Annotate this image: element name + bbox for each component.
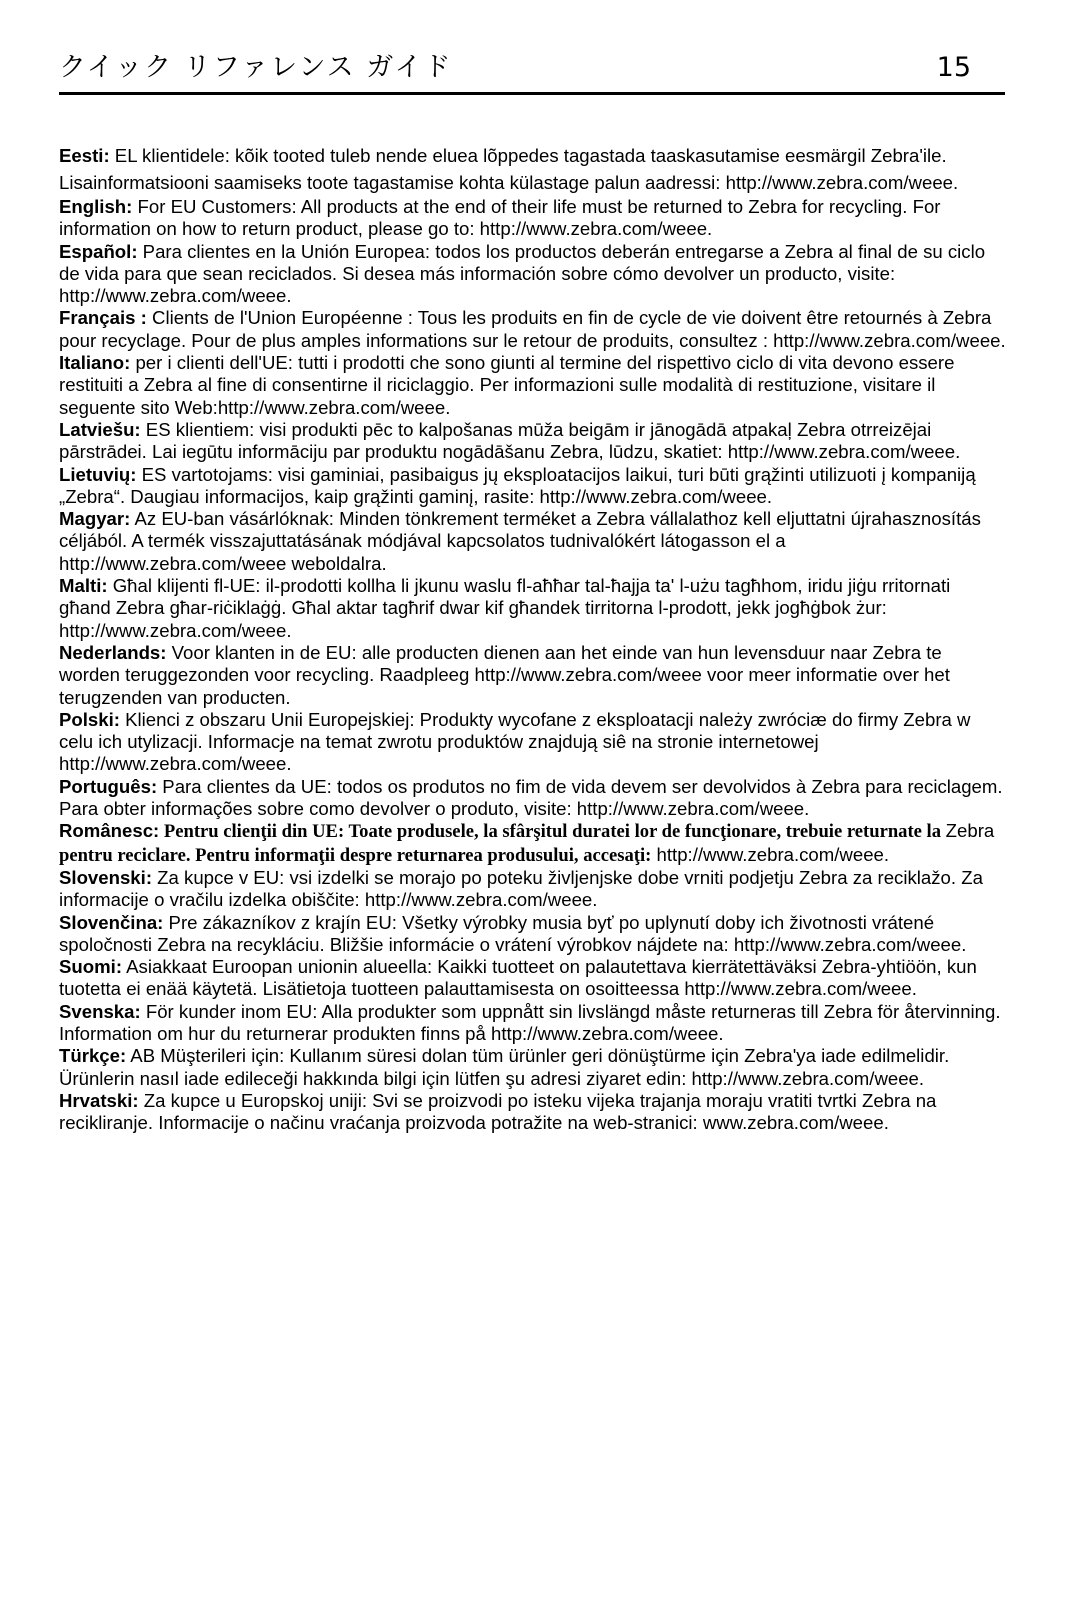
notice-label: English: bbox=[59, 196, 133, 217]
notice-text: For EU Customers: All products at the end of their life must be returned to Zebra for recycling. For information on how to return product, please go to: http://www.zebra.com/weee. bbox=[59, 196, 941, 240]
notice-english bbox=[59, 196, 1007, 241]
notice-text: Para clientes da UE: todos os produtos no fim de vida devem ser devolvidos à Zebra para reciclagem. Para obter informações sobre como devolver o produto, visite: http://www.zebra.com/weee. bbox=[59, 775, 1003, 820]
notice-label: Português: bbox=[59, 775, 158, 797]
page-header bbox=[59, 48, 1005, 95]
notice-text-serif: : Toate produsele, la sfârşitul duratei lor de funcţionare, trebuie returnate la bbox=[337, 821, 946, 843]
notice-text: Az EU-ban vásárlóknak: Minden tönkrement terméket a Zebra vállalathoz kell eljuttatni újrahasznosítás céljából. A termék visszajuttatásának módjával kapcsolatos tudnivalókért látogasson el a http://www.zebra.com/weee weboldalra. bbox=[59, 508, 981, 574]
notice-text: AB Müşterileri için: Kullanım süresi dolan tüm ürünler geri dönüştürme için Zebra'ya iade edilmelidir. Ürünlerin nasıl iade edileceği hakkında bilgi için lütfen şu adresi ziyaret edin: http://www.zebra.com/weee. bbox=[59, 1045, 950, 1089]
notice-italian bbox=[59, 352, 1007, 419]
notice-dutch bbox=[59, 642, 1007, 709]
notice-turkish bbox=[59, 1045, 1007, 1090]
notice-text: Klienci z obszaru Unii Europejskiej: Produkty wycofane z eksploatacji należy zwróciæ do firmy Zebra w celu ich utylizacji. Informacje na temat zwrotu produktów znajdują siê na stronie internetowej http://www.zebra.com/weee. bbox=[59, 708, 971, 775]
notice-text: ES vartotojams: visi gaminiai, pasibaigus jų eksploatacijos laikui, turi būti grąžinti utilizuoti į kompaniją „Zebra“. Daugiau informacijos, kaip grąžinti gaminį, rasite: http://www.zebra.com/weee. bbox=[59, 463, 976, 507]
notice-label: Hrvatski: bbox=[59, 1089, 139, 1111]
notice-text: ES klientiem: visi produkti pēc to kalpošanas mūža beigām ir jānogādā atpakaļ Zebra otrreizējai pārstrādei. Lai iegūtu informāciju par produktu nogādāšanu Zebra, lūdzu, skatiet: http://www.zebra.com/weee. bbox=[59, 418, 961, 463]
notice-text: Asiakkaat Euroopan unionin alueella: Kaikki tuotteet on palautettava kierrätettäväksi Zebra-yhtiöön, kun tuotetta ei enää käytetä. Lisätietoja tuotteen palauttamisesta on osoitteessa http://www.zebra.com/weee. bbox=[59, 956, 977, 1000]
notice-label: Türkçe: bbox=[59, 1045, 127, 1067]
notice-label: Italiano: bbox=[59, 352, 131, 374]
notice-slovak bbox=[59, 912, 1007, 957]
notice-text: Zebra bbox=[945, 820, 995, 842]
notice-text: Za kupce u Europskoj uniji: Svi se proizvodi po isteku vijeka trajanja moraju vratiti tvrtki Zebra na recikliranje. Informacije o načinu vraćanja proizvoda potražite na web-stranici: www.zebra.com/weee. bbox=[59, 1089, 937, 1134]
notice-lithuanian bbox=[59, 464, 1007, 509]
notice-hungarian bbox=[59, 508, 1007, 575]
notice-text: per i clienti dell'UE: tutti i prodotti che sono giunti al termine del rispettivo ciclo di vita devono essere restituiti a Zebra al fine di consentirne il riciclaggio. Per informazioni sulle modalità di restituzione, visitare il seguente sito Web:http://www.zebra.com/weee. bbox=[59, 352, 955, 418]
notice-portuguese bbox=[59, 776, 1007, 821]
notice-estonian bbox=[59, 143, 1007, 196]
notice-label: Malti: bbox=[59, 575, 108, 597]
notice-label: Español: bbox=[59, 240, 138, 262]
notice-label: Français : bbox=[59, 307, 147, 329]
notice-finnish bbox=[59, 956, 1007, 1001]
notice-text: För kunder inom EU: Alla produkter som uppnått sin livslängd måste returneras till Zebra för återvinning. Information om hur du returnerar produkten finns på http://www.zebra.com/weee. bbox=[59, 1000, 1001, 1044]
notice-text: Għal klijenti fl-UE: il-prodotti kollha li jkunu waslu fl-aħħar tal-ħajja ta' l-użu tagħhom, iridu jiġu rritornati għand Zebra għar-riċiklaġġ. Għal aktar tagħrif dwar kif għandek tirritorna l-prodott, jekk jogħġbok żur: http://www.zebra.com/weee. bbox=[59, 575, 951, 641]
notice-romanian bbox=[59, 820, 1007, 867]
notice-text-serif: . Pentru informaţii despre returnarea produsului, accesaţi: bbox=[185, 844, 652, 866]
notice-label: Românesc: bbox=[59, 820, 160, 842]
notice-text: EL klientidele: kõik tooted tuleb nende eluea lõppedes tagastada taaskasutamise eesmärgil Zebra'ile. Lisainformatsiooni saamiseks toote tagastamise kohta külastage palun aadressi: http://www.zebra.com/weee. bbox=[59, 145, 959, 193]
notice-text: Para clientes en la Unión Europea: todos los productos deberán entregarse a Zebra al final de su ciclo de vida para que sean reciclados. Si desea más información sobre cómo devolver un producto, visite: http://www.zebra.com/weee. bbox=[59, 240, 986, 307]
notice-text: Pre zákazníkov z krajín EU: Všetky výrobky musia byť po uplynutí doby ich životnosti vrátené spoločnosti Zebra na recykláciu. Bližšie informácie o vrátení výrobkov nájdete na: http://www.zebra.com/weee. bbox=[59, 911, 967, 955]
page-number: 15 bbox=[936, 52, 971, 83]
notice-label: Eesti: bbox=[59, 145, 110, 166]
notice-label: Svenska: bbox=[59, 1000, 141, 1022]
notice-label: Suomi: bbox=[59, 956, 123, 978]
notice-text: Za kupce v EU: vsi izdelki se morajo po poteku življenjske dobe vrniti podjetju Zebra za reciklažo. Za informacije o vračilu izdelka obiščite: http://www.zebra.com/weee. bbox=[59, 866, 983, 911]
notice-label: Magyar: bbox=[59, 508, 131, 530]
notice-text-serif: Pentru clienţii din UE bbox=[159, 821, 338, 843]
notice-label: Polski: bbox=[59, 708, 120, 730]
notice-label: Latviešu: bbox=[59, 418, 141, 440]
page-title: クイック リファレンス ガイド bbox=[59, 52, 453, 83]
notice-text: Voor klanten in de EU: alle producten dienen aan het einde van hun levensduur naar Zebra te worden teruggezonden voor recycling. Raadpleeg http://www.zebra.com/weee voor meer informatie over het terugzenden van producten. bbox=[59, 641, 950, 708]
notice-label: Slovenčina: bbox=[59, 911, 164, 933]
weee-notice-list bbox=[59, 143, 1007, 1134]
notice-polish bbox=[59, 709, 1007, 776]
notice-maltese bbox=[59, 575, 1007, 642]
notice-latvian bbox=[59, 419, 1007, 464]
notice-label: Lietuvių: bbox=[59, 463, 137, 485]
notice-swedish bbox=[59, 1001, 1007, 1046]
notice-croatian bbox=[59, 1090, 1007, 1135]
notice-text-serif: pentru reciclare bbox=[59, 844, 186, 866]
notice-text: Clients de l'Union Européenne : Tous les produits en fin de cycle de vie doivent être retournés à Zebra pour recyclage. Pour de plus amples informations sur le retour de produits, consultez : http://www.zebra.com/weee. bbox=[59, 307, 1006, 351]
notice-text: http://www.zebra.com/weee. bbox=[651, 843, 890, 865]
notice-slovenian bbox=[59, 867, 1007, 912]
notice-french bbox=[59, 307, 1007, 352]
notice-spanish bbox=[59, 241, 1007, 308]
notice-label: Slovenski: bbox=[59, 866, 153, 888]
notice-label: Nederlands: bbox=[59, 641, 167, 663]
